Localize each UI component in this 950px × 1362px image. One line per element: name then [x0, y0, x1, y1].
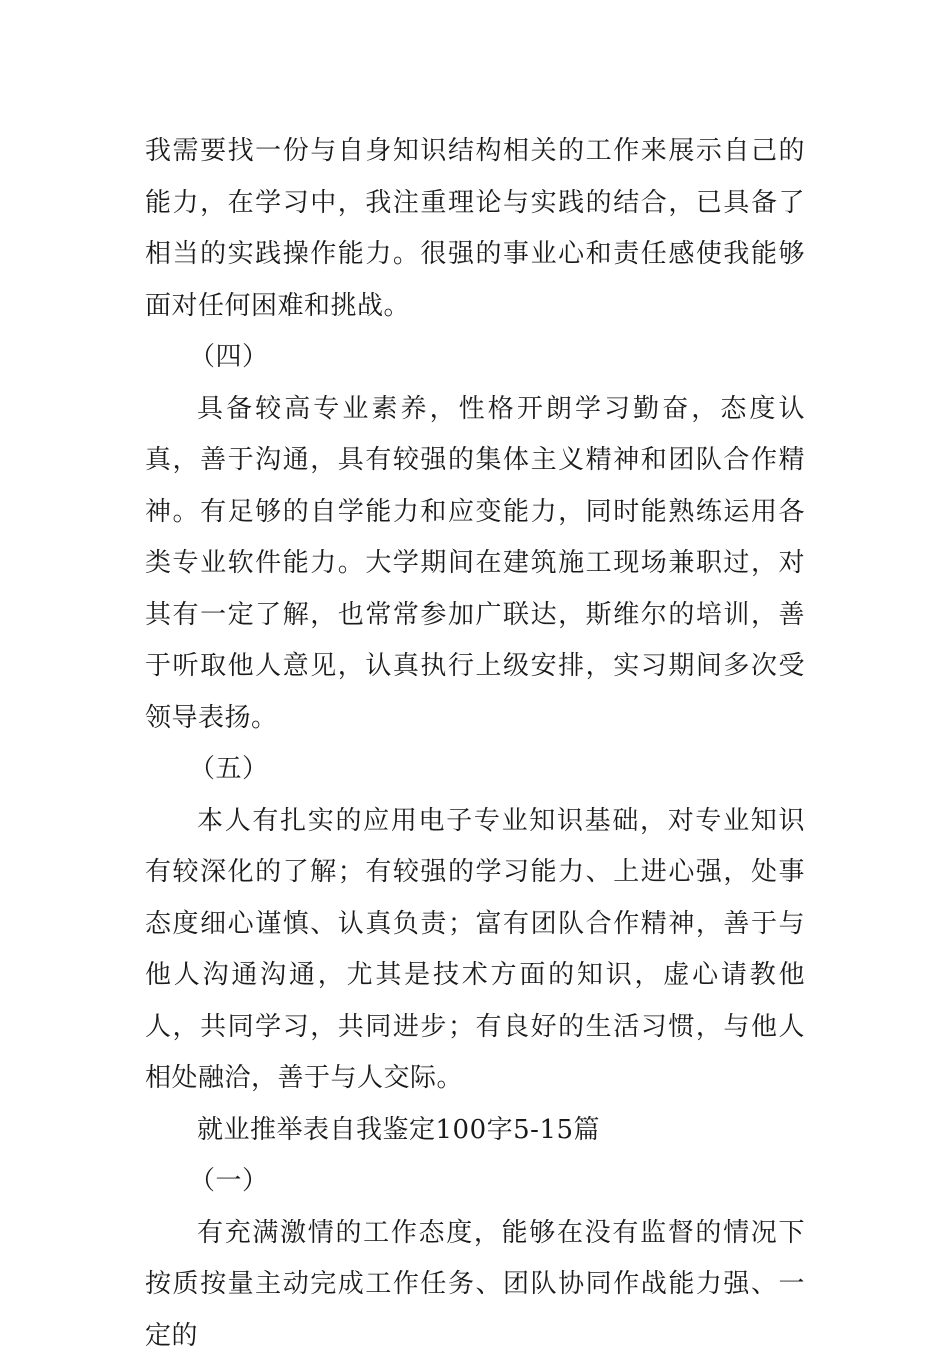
document-body [145, 126, 805, 1362]
paragraph-five: 本人有扎实的应用电子专业知识基础，对专业知识有较深化的了解；有较强的学习能力、上进心强，处事态度细心谨慎、认真负责；富有团队合作精神，善于与他人沟通沟通，尤其是技术方面的知识，虚心请教他人，共同学习，共同进步；有良好的生活习惯，与他人相处融洽，善于与人交际。 [145, 796, 805, 1105]
paragraph-one: 有充满激情的工作态度，能够在没有监督的情况下按质按量主动完成工作任务、团队协同作战能力强、一定的 [145, 1208, 805, 1362]
section-title: 就业推举表自我鉴定100字5-15篇 [145, 1105, 805, 1157]
section-heading-five: （五） [145, 744, 805, 796]
section-heading-four: （四） [145, 332, 805, 384]
paragraph-continuation: 我需要找一份与自身知识结构相关的工作来展示自己的能力，在学习中，我注重理论与实践的结合，已具备了相当的实践操作能力。很强的事业心和责任感使我能够面对任何困难和挑战。 [145, 126, 805, 332]
section-heading-one: （一） [145, 1156, 805, 1208]
paragraph-four: 具备较高专业素养，性格开朗学习勤奋，态度认真，善于沟通，具有较强的集体主义精神和团队合作精神。有足够的自学能力和应变能力，同时能熟练运用各类专业软件能力。大学期间在建筑施工现场兼职过，对其有一定了解，也常常参加广联达，斯维尔的培训，善于听取他人意见，认真执行上级安排，实习期间多次受领导表扬。 [145, 384, 805, 745]
